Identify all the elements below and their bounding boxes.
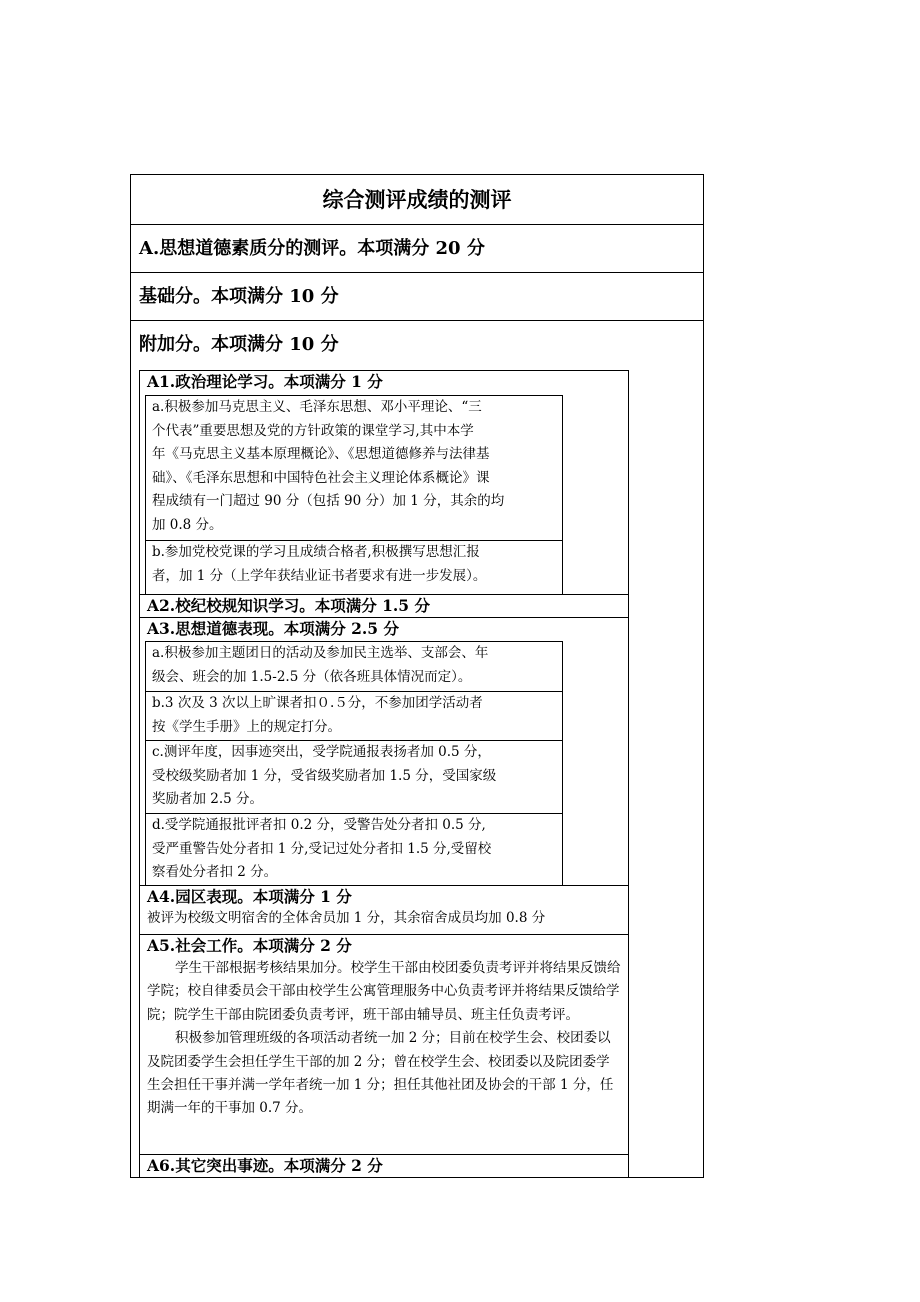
a5-heading: A5.社会工作。本项满分 2 分 <box>147 936 352 955</box>
a4-heading: A4.园区表现。本项满分 1 分 <box>147 887 352 906</box>
a3-c-line: 奖励者加 2.5 分。 <box>152 791 264 807</box>
table-title: 综合测评成绩的测评 <box>131 175 703 225</box>
section-a-heading: A.思想道德素质分的测评。本项满分 20 分 <box>131 225 703 273</box>
a1-a-line: 础》、《毛泽东思想和中国特色社会主义理论体系概论》课 <box>152 469 490 486</box>
a3-a-line: 级会、班会的加 1.5-2.5 分（依各班具体情况而定）。 <box>152 668 472 685</box>
a1-a-line: 年《马克思主义基本原理概论》、《思想道德修养与法律基 <box>152 446 490 462</box>
basic-score-heading: 基础分。本项满分 10 分 <box>131 273 703 321</box>
bonus-items-table <box>139 370 629 1178</box>
a3-c-line: c.测评年度，因事迹突出，受学院通报表扬者加 0.5 分， <box>152 744 491 760</box>
a3-item-d <box>145 813 563 886</box>
a1-item-a <box>145 395 563 541</box>
a1-a-line: 加 0.8 分。 <box>152 516 223 533</box>
a3-b-line: 按《学生手册》上的规定打分。 <box>152 718 341 735</box>
a2-block <box>140 595 628 618</box>
a3-item-c <box>145 740 563 814</box>
a3-heading: A3.思想道德表现。本项满分 2.5 分 <box>147 619 399 638</box>
bonus-score-heading: 附加分。本项满分 10 分 <box>139 334 339 355</box>
a5-paragraph-2: 积极参加管理班级的各项活动者统一加 2 分；目前在校学生会、校团委以及院团委学生会担任学生干部的加 2 分；曾在校学生会、校团委以及院团委学生会担任干事并满一学年者统一加 1 分；担任其他社团及协会的干部 1 分，任期满一年的干事加 0.7 分。 <box>147 1030 614 1117</box>
a3-a-line: a.积极参加主题团日的活动及参加民主选举、支部会、年 <box>152 645 489 661</box>
a3-item-b <box>145 691 563 741</box>
a4-block <box>140 886 628 935</box>
a3-d-line: d.受学院通报批评者扣 0.2 分，受警告处分者扣 0.5 分, <box>152 817 486 833</box>
a2-heading: A2.校纪校规知识学习。本项满分 1.5 分 <box>147 596 430 615</box>
a5-block <box>140 935 628 1155</box>
a1-a-line: 个代表”重要思想及党的方针政策的课堂学习,其中本学 <box>152 422 474 439</box>
a3-block <box>140 618 628 886</box>
a1-heading: A1.政治理论学习。本项满分 1 分 <box>147 372 383 391</box>
a1-block <box>140 371 628 595</box>
a6-block <box>140 1155 628 1177</box>
a3-d-line: 受严重警告处分者扣 1 分,受记过处分者扣 1.5 分,受留校 <box>152 840 492 857</box>
a5-paragraph-1: 学生干部根据考核结果加分。校学生干部由校团委负责考评并将结果反馈给学院；校自律委员会干部由校学生公寓管理服务中心负责考评并将结果反馈给学院；院学生干部由院团委负责考评，班干部由辅导员、班主任负责考评。 <box>147 960 621 1023</box>
a6-heading: A6.其它突出事迹。本项满分 2 分 <box>147 1156 383 1175</box>
a1-a-line: a.积极参加马克思主义、毛泽东思想、邓小平理论、“三 <box>152 399 482 415</box>
a1-b-line: b.参加党校党课的学习且成绩合格者,积极撰写思想汇报 <box>152 544 480 560</box>
a3-d-line: 察看处分者扣 2 分。 <box>152 864 278 880</box>
a1-a-line: 程成绩有一门超过 90 分（包括 90 分）加 1 分，其余的均 <box>152 493 505 509</box>
a1-item-b <box>145 540 563 595</box>
a3-item-a <box>145 641 563 692</box>
a4-text: 被评为校级文明宿舍的全体舍员加 1 分，其余宿舍成员均加 0.8 分 <box>147 910 546 926</box>
a3-c-line: 受校级奖励者加 1 分，受省级奖励者加 1.5 分，受国家级 <box>152 767 497 784</box>
a3-b-line: b.3 次及 3 次以上旷课者扣０.５分，不参加团学活动者 <box>152 695 483 711</box>
a1-b-line: 者，加 1 分（上学年获结业证书者要求有进一步发展）。 <box>152 567 487 584</box>
